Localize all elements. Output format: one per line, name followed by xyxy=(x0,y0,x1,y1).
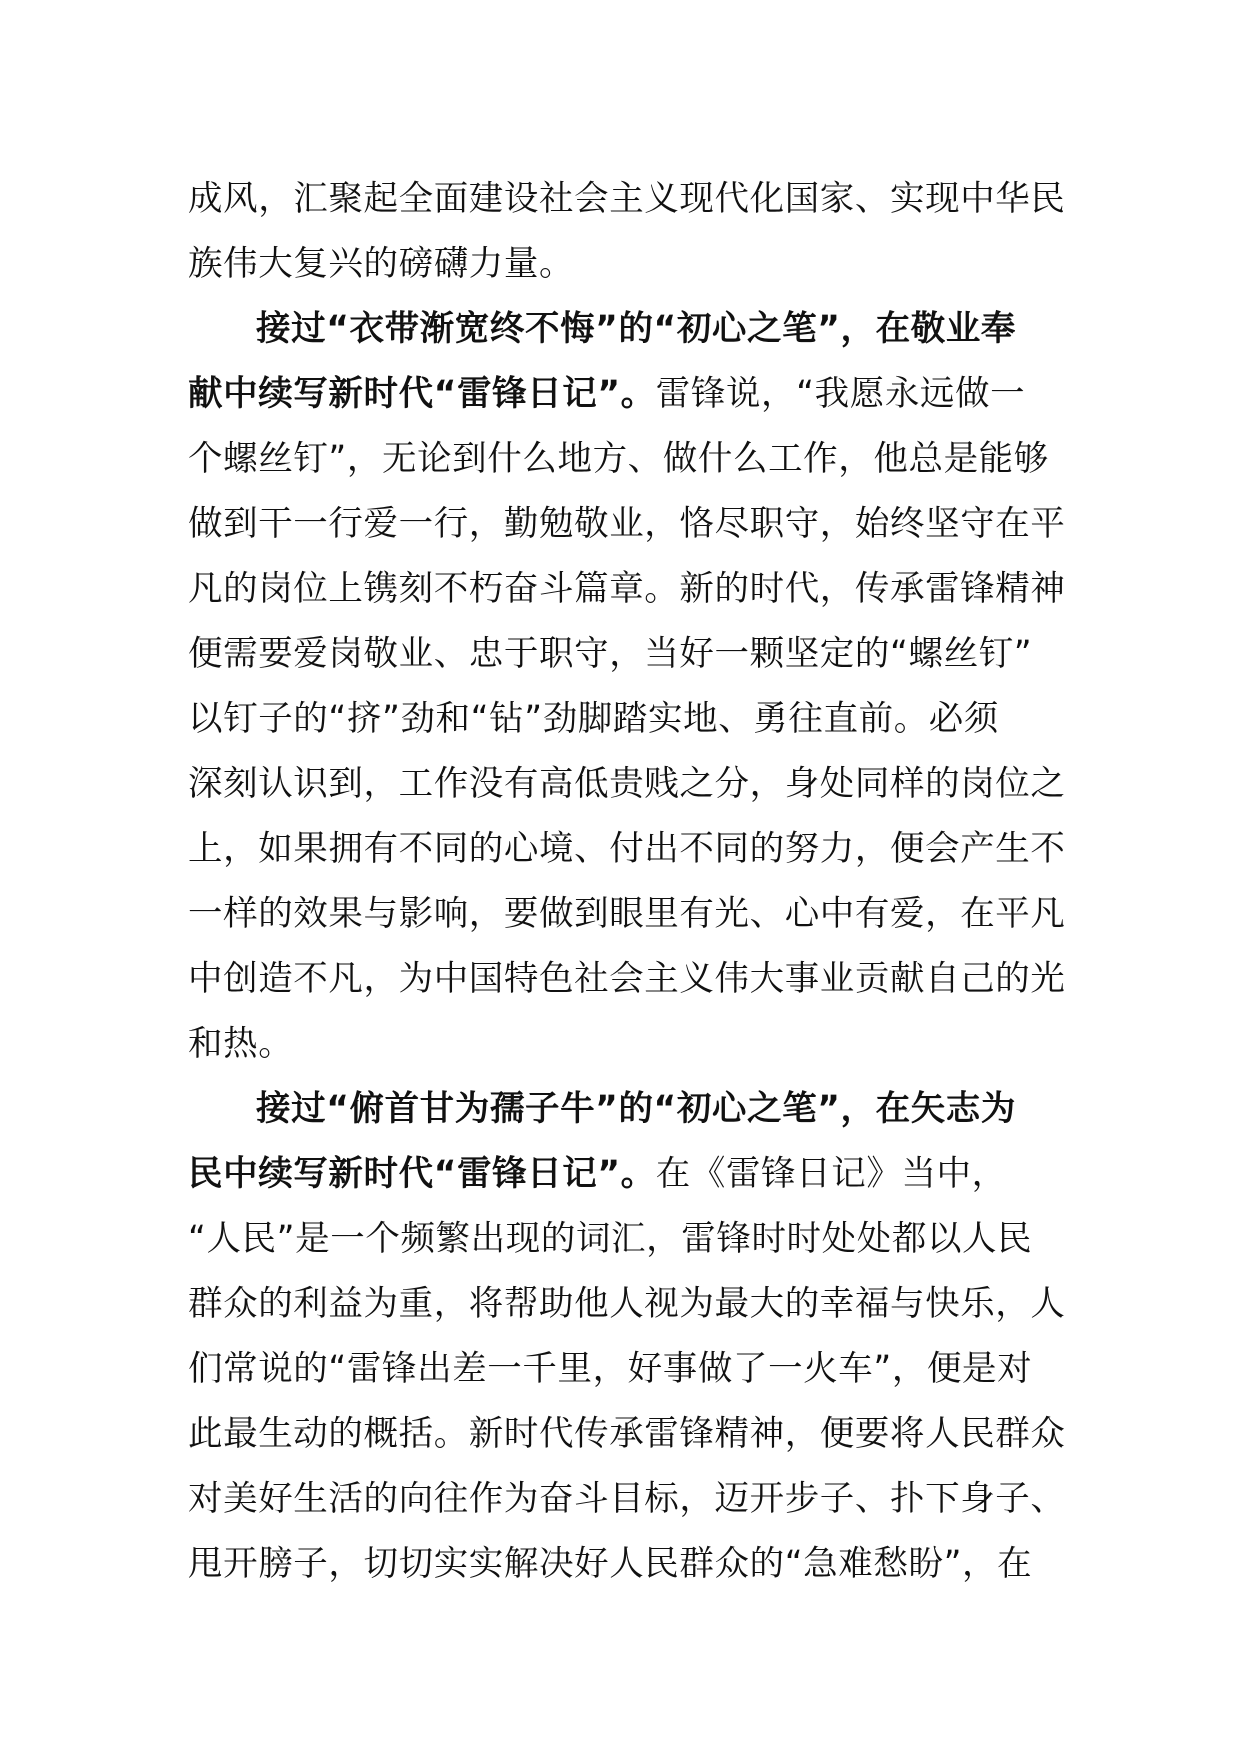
paragraph-dedication xyxy=(188,297,1066,1077)
text-line: 此最生动的概括。新时代传承雷锋精神，便要将人民群众 xyxy=(188,1414,1066,1454)
document-body xyxy=(188,167,1066,1597)
text-line: 对美好生活的向往作为奋斗目标，迈开步子、扑下身子、 xyxy=(188,1479,1066,1519)
paragraph-heading-text: 献中续写新时代“雷锋日记”。 xyxy=(188,374,656,414)
body-text: 雷锋说，“我愿永远做一 xyxy=(655,374,1026,414)
text-line: 便需要爱岗敬业、忠于职守，当好一颗坚定的“螺丝钉” xyxy=(188,634,1033,674)
text-line: 成风，汇聚起全面建设社会主义现代化国家、实现中华民 xyxy=(188,179,1066,219)
body-text: 在《雷锋日记》当中， xyxy=(655,1154,1007,1194)
text-line xyxy=(188,362,1058,427)
text-line: “人民”是一个频繁出现的词汇，雷锋时时处处都以人民 xyxy=(188,1219,1033,1259)
text-line: 做到干一行爱一行，勤勉敬业，恪尽职守，始终坚守在平 xyxy=(188,504,1066,544)
text-line: 一样的效果与影响，要做到眼里有光、心中有爱，在平凡 xyxy=(188,894,1066,934)
paragraph-heading-line: 接过“衣带渐宽终不悔”的“初心之笔”，在敬业奉 xyxy=(256,309,1016,349)
paragraph-continuation xyxy=(188,167,1066,297)
text-line: 族伟大复兴的磅礴力量。 xyxy=(188,244,575,284)
text-line: 甩开膀子，切切实实解决好人民群众的“急难愁盼”，在 xyxy=(188,1544,1033,1584)
text-line: 深刻认识到，工作没有高低贵贱之分，身处同样的岗位之 xyxy=(188,764,1066,804)
text-line: 上，如果拥有不同的心境、付出不同的努力，便会产生不 xyxy=(188,829,1066,869)
text-line: 和热。 xyxy=(188,1024,294,1064)
text-line: 群众的利益为重，将帮助他人视为最大的幸福与快乐，人 xyxy=(188,1284,1066,1324)
text-line: 凡的岗位上镌刻不朽奋斗篇章。新的时代，传承雷锋精神 xyxy=(188,569,1066,609)
text-line: 们常说的“雷锋出差一千里，好事做了一火车”，便是对 xyxy=(188,1349,1033,1389)
paragraph-heading-text: 民中续写新时代“雷锋日记”。 xyxy=(188,1154,656,1194)
text-line xyxy=(188,1142,1058,1207)
paragraph-heading-line: 接过“俯首甘为孺子牛”的“初心之笔”，在矢志为 xyxy=(256,1089,1016,1129)
text-line: 个螺丝钉”，无论到什么地方、做什么工作，他总是能够 xyxy=(188,439,1049,479)
text-line: 以钉子的“挤”劲和“钻”劲脚踏实地、勇往直前。必须 xyxy=(188,699,999,739)
text-line: 中创造不凡，为中国特色社会主义伟大事业贡献自己的光 xyxy=(188,959,1066,999)
paragraph-serve-people xyxy=(188,1077,1066,1597)
